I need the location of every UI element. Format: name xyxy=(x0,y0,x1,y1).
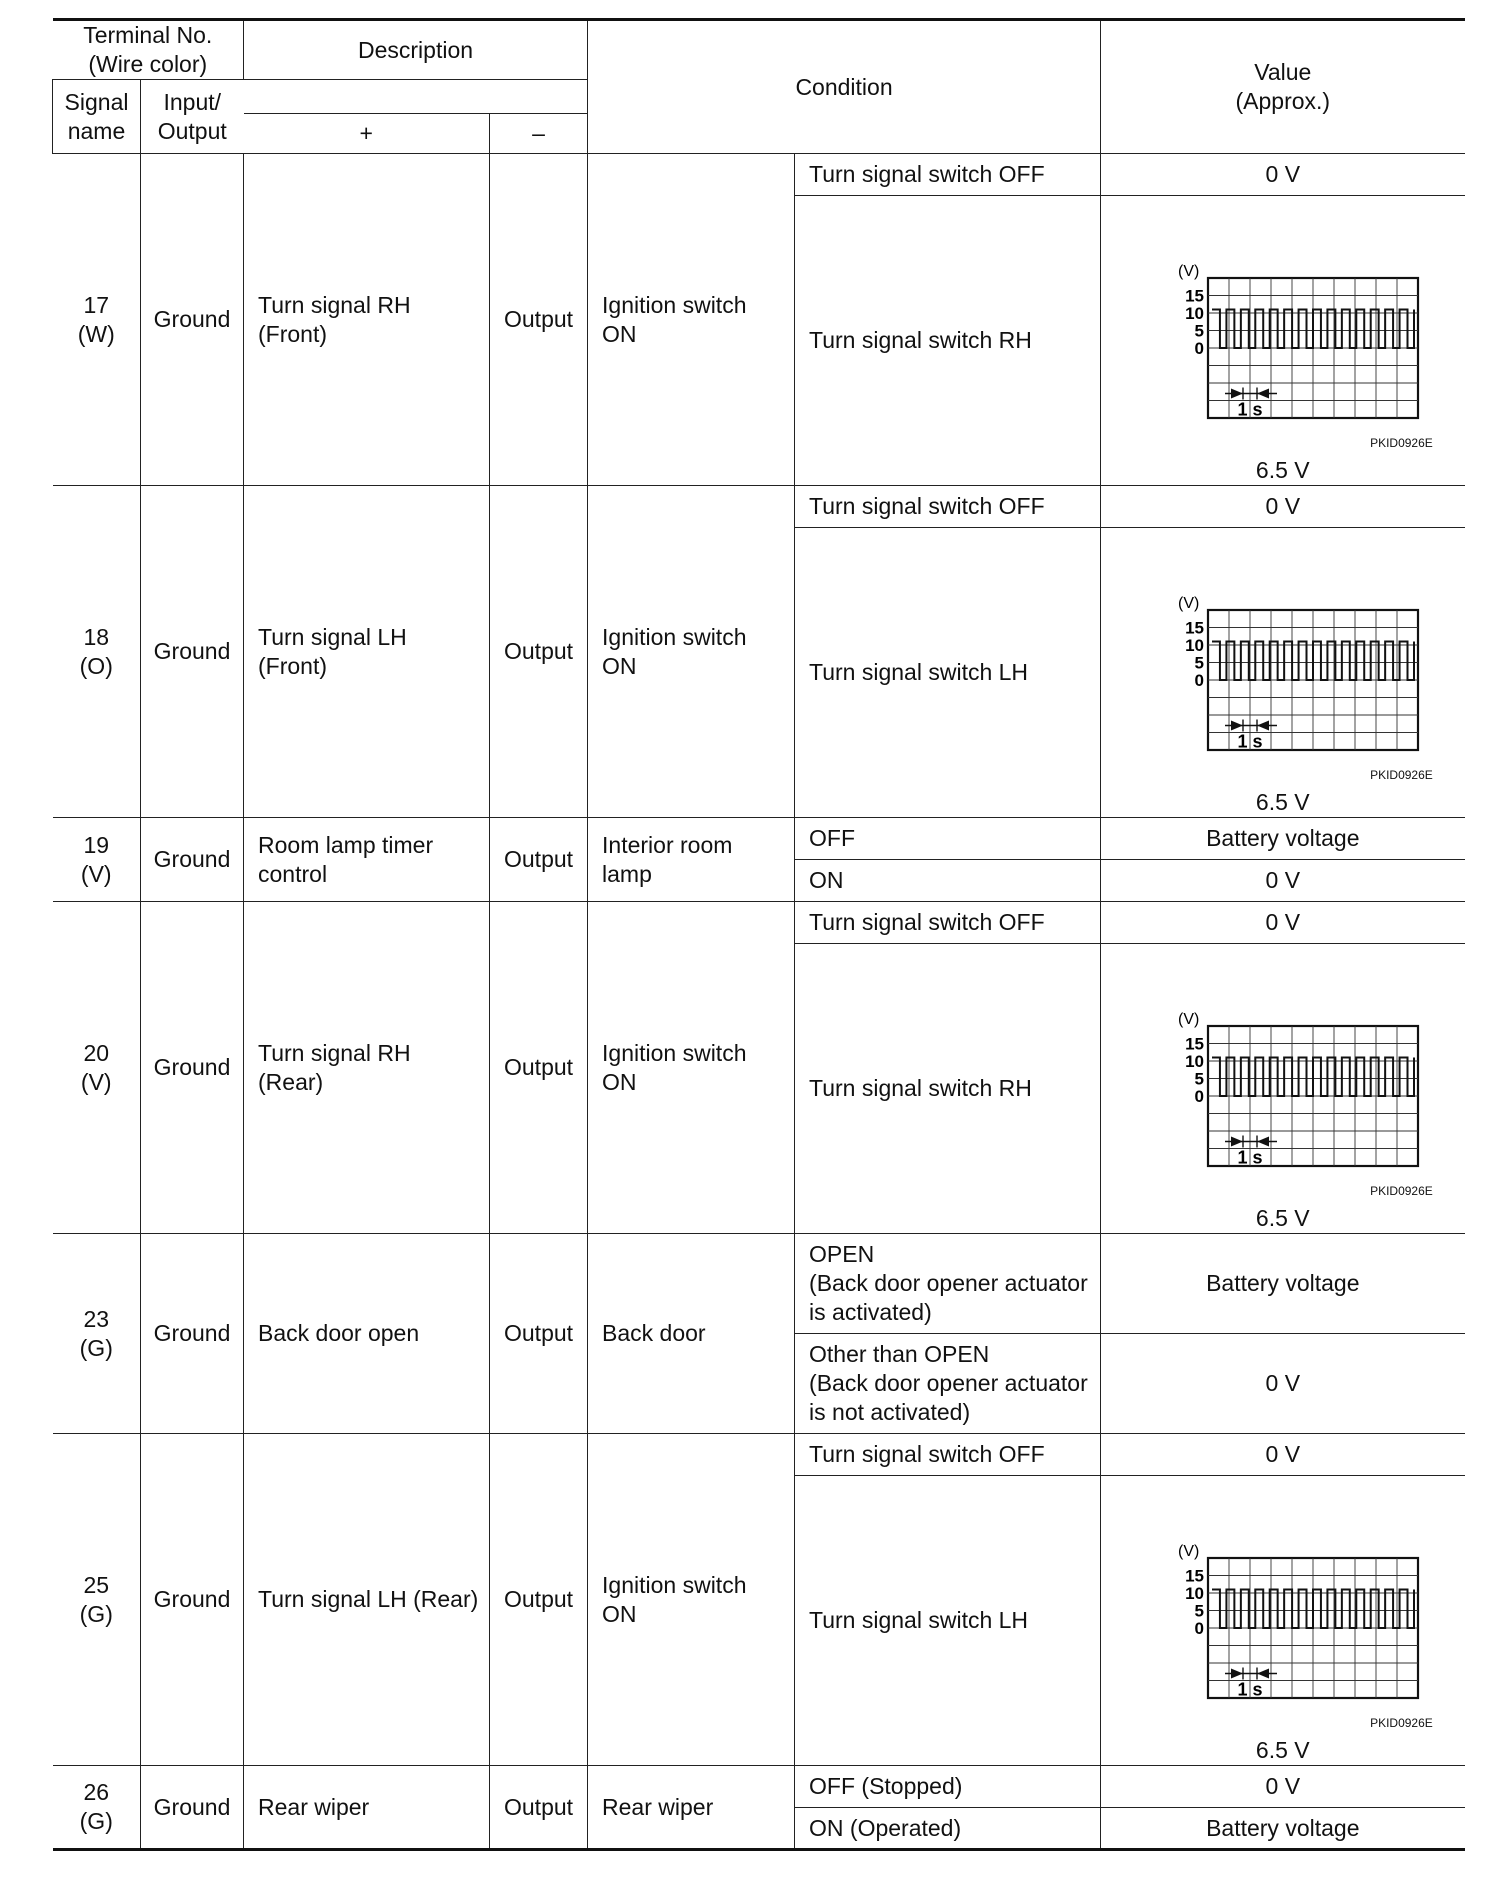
time-scale-label: 1 s xyxy=(1237,1679,1263,1700)
y-tick-label: 5 xyxy=(1194,1069,1204,1089)
terminal-number: 17 (W) xyxy=(53,154,141,486)
y-tick-label: 0 xyxy=(1194,339,1204,358)
condition-main: Back door xyxy=(588,1234,795,1434)
measured-value: 0 V xyxy=(1101,1766,1465,1808)
measured-value: 0 V xyxy=(1101,860,1465,902)
header-condition: Condition xyxy=(588,20,1101,154)
minus-terminal: Ground xyxy=(141,1234,244,1434)
header-signal-name: Signal name xyxy=(53,80,141,154)
signal-name: Turn signal RH (Front) xyxy=(244,154,490,486)
pulse-signal-trace xyxy=(1212,1590,1414,1629)
figure-id: PKID0926E xyxy=(1370,1184,1433,1198)
y-tick-label: 0 xyxy=(1194,1619,1204,1638)
header-minus: – xyxy=(490,114,588,154)
figure-id: PKID0926E xyxy=(1370,768,1433,782)
table-body xyxy=(53,154,1465,1850)
terminal-number: 25 (G) xyxy=(53,1434,141,1766)
y-tick-label: 0 xyxy=(1194,671,1204,690)
y-tick-label: 10 xyxy=(1184,1052,1204,1071)
terminal-table xyxy=(52,18,1465,1851)
figure-id: PKID0926E xyxy=(1370,436,1433,450)
y-tick-label: 15 xyxy=(1184,618,1204,638)
y-unit-label: (V) xyxy=(1177,595,1200,612)
measured-value: 0 V xyxy=(1101,486,1465,528)
header-plus: + xyxy=(244,114,490,154)
waveform-figure xyxy=(1101,1528,1465,1765)
signal-name: Back door open xyxy=(244,1234,490,1434)
terminal-number: 20 (V) xyxy=(53,902,141,1234)
measured-value: Battery voltage xyxy=(1101,1808,1465,1850)
header-value: Value (Approx.) xyxy=(1101,20,1465,154)
condition-main: Interior room lamp xyxy=(588,818,795,902)
condition-main: Ignition switch ON xyxy=(588,154,795,486)
condition-detail: OFF xyxy=(795,818,1101,860)
y-tick-label: 0 xyxy=(1194,1087,1204,1106)
table-row xyxy=(53,1234,1465,1334)
signal-name: Turn signal RH (Rear) xyxy=(244,902,490,1234)
figure-id: PKID0926E xyxy=(1370,1716,1433,1730)
y-tick-label: 10 xyxy=(1184,636,1204,655)
input-output: Output xyxy=(490,486,588,818)
condition-detail: ON (Operated) xyxy=(795,1808,1101,1850)
minus-terminal: Ground xyxy=(141,154,244,486)
minus-terminal: Ground xyxy=(141,818,244,902)
y-tick-label: 5 xyxy=(1194,321,1204,341)
table-row xyxy=(53,486,1465,528)
input-output: Output xyxy=(490,1434,588,1766)
condition-main: Ignition switch ON xyxy=(588,486,795,818)
terminal-number: 26 (G) xyxy=(53,1766,141,1850)
condition-main: Ignition switch ON xyxy=(588,902,795,1234)
table-row xyxy=(53,154,1465,196)
signal-name: Turn signal LH (Front) xyxy=(244,486,490,818)
input-output: Output xyxy=(490,818,588,902)
minus-terminal: Ground xyxy=(141,1434,244,1766)
time-scale-label: 1 s xyxy=(1237,399,1263,420)
header-input-output: Input/ Output xyxy=(141,80,244,154)
time-marker-arrow-right xyxy=(1231,389,1243,399)
pulse-waveform-graph xyxy=(1133,248,1433,438)
condition-detail: Turn signal switch RH xyxy=(795,196,1101,486)
condition-detail: Turn signal switch LH xyxy=(795,528,1101,818)
y-tick-label: 5 xyxy=(1194,1601,1204,1621)
terminal-table-container xyxy=(52,18,1464,1851)
terminal-number: 23 (G) xyxy=(53,1234,141,1434)
condition-detail: OPEN (Back door opener actuator is activated) xyxy=(795,1234,1101,1334)
condition-detail: Turn signal switch OFF xyxy=(795,902,1101,944)
condition-detail: Turn signal switch OFF xyxy=(795,486,1101,528)
waveform-figure xyxy=(1101,580,1465,817)
measured-value: 0 V xyxy=(1101,1334,1465,1434)
condition-detail: OFF (Stopped) xyxy=(795,1766,1101,1808)
input-output: Output xyxy=(490,902,588,1234)
input-output: Output xyxy=(490,1766,588,1850)
condition-main: Ignition switch ON xyxy=(588,1434,795,1766)
waveform-value-cell xyxy=(1101,1476,1465,1766)
header-terminal-no: Terminal No. (Wire color) xyxy=(53,20,244,80)
pulse-waveform-graph xyxy=(1133,580,1433,770)
condition-detail: Other than OPEN (Back door opener actuator is not activated) xyxy=(795,1334,1101,1434)
measured-value: 6.5 V xyxy=(1255,789,1310,815)
signal-name: Rear wiper xyxy=(244,1766,490,1850)
waveform-value-cell xyxy=(1101,196,1465,486)
measured-value: 6.5 V xyxy=(1255,1205,1310,1231)
waveform-figure xyxy=(1101,248,1465,485)
measured-value: 6.5 V xyxy=(1255,1737,1310,1763)
time-marker-arrow-right xyxy=(1231,1669,1243,1679)
y-unit-label: (V) xyxy=(1177,1011,1200,1028)
input-output: Output xyxy=(490,1234,588,1434)
condition-detail: ON xyxy=(795,860,1101,902)
condition-main: Rear wiper xyxy=(588,1766,795,1850)
measured-value: 6.5 V xyxy=(1255,457,1310,483)
pulse-signal-trace xyxy=(1212,1058,1414,1097)
waveform-value-cell xyxy=(1101,528,1465,818)
condition-detail: Turn signal switch OFF xyxy=(795,154,1101,196)
measured-value: Battery voltage xyxy=(1101,818,1465,860)
terminal-number: 18 (O) xyxy=(53,486,141,818)
y-tick-label: 10 xyxy=(1184,304,1204,323)
pulse-signal-trace xyxy=(1212,642,1414,681)
minus-terminal: Ground xyxy=(141,902,244,1234)
time-marker-arrow-right xyxy=(1231,721,1243,731)
pulse-waveform-graph xyxy=(1133,1528,1433,1718)
y-tick-label: 15 xyxy=(1184,1034,1204,1054)
y-tick-label: 15 xyxy=(1184,1566,1204,1586)
minus-terminal: Ground xyxy=(141,486,244,818)
table-row xyxy=(53,1434,1465,1476)
table-row xyxy=(53,902,1465,944)
measured-value: 0 V xyxy=(1101,902,1465,944)
y-tick-label: 10 xyxy=(1184,1584,1204,1603)
y-unit-label: (V) xyxy=(1177,263,1200,280)
y-tick-label: 15 xyxy=(1184,286,1204,306)
measured-value: 0 V xyxy=(1101,154,1465,196)
signal-name: Room lamp timer control xyxy=(244,818,490,902)
table-row xyxy=(53,1766,1465,1808)
measured-value: 0 V xyxy=(1101,1434,1465,1476)
time-marker-arrow-right xyxy=(1231,1137,1243,1147)
time-marker-arrow-left xyxy=(1257,1669,1269,1679)
condition-detail: Turn signal switch RH xyxy=(795,944,1101,1234)
y-unit-label: (V) xyxy=(1177,1543,1200,1560)
table-row xyxy=(53,818,1465,860)
input-output: Output xyxy=(490,154,588,486)
header-description: Description xyxy=(244,20,588,80)
condition-detail: Turn signal switch LH xyxy=(795,1476,1101,1766)
waveform-value-cell xyxy=(1101,944,1465,1234)
y-tick-label: 5 xyxy=(1194,653,1204,673)
time-scale-label: 1 s xyxy=(1237,1147,1263,1168)
time-scale-label: 1 s xyxy=(1237,731,1263,752)
waveform-figure xyxy=(1101,996,1465,1233)
time-marker-arrow-left xyxy=(1257,1137,1269,1147)
minus-terminal: Ground xyxy=(141,1766,244,1850)
signal-name: Turn signal LH (Rear) xyxy=(244,1434,490,1766)
terminal-number: 19 (V) xyxy=(53,818,141,902)
pulse-waveform-graph xyxy=(1133,996,1433,1186)
condition-detail: Turn signal switch OFF xyxy=(795,1434,1101,1476)
time-marker-arrow-left xyxy=(1257,721,1269,731)
pulse-signal-trace xyxy=(1212,310,1414,349)
measured-value: Battery voltage xyxy=(1101,1234,1465,1334)
time-marker-arrow-left xyxy=(1257,389,1269,399)
